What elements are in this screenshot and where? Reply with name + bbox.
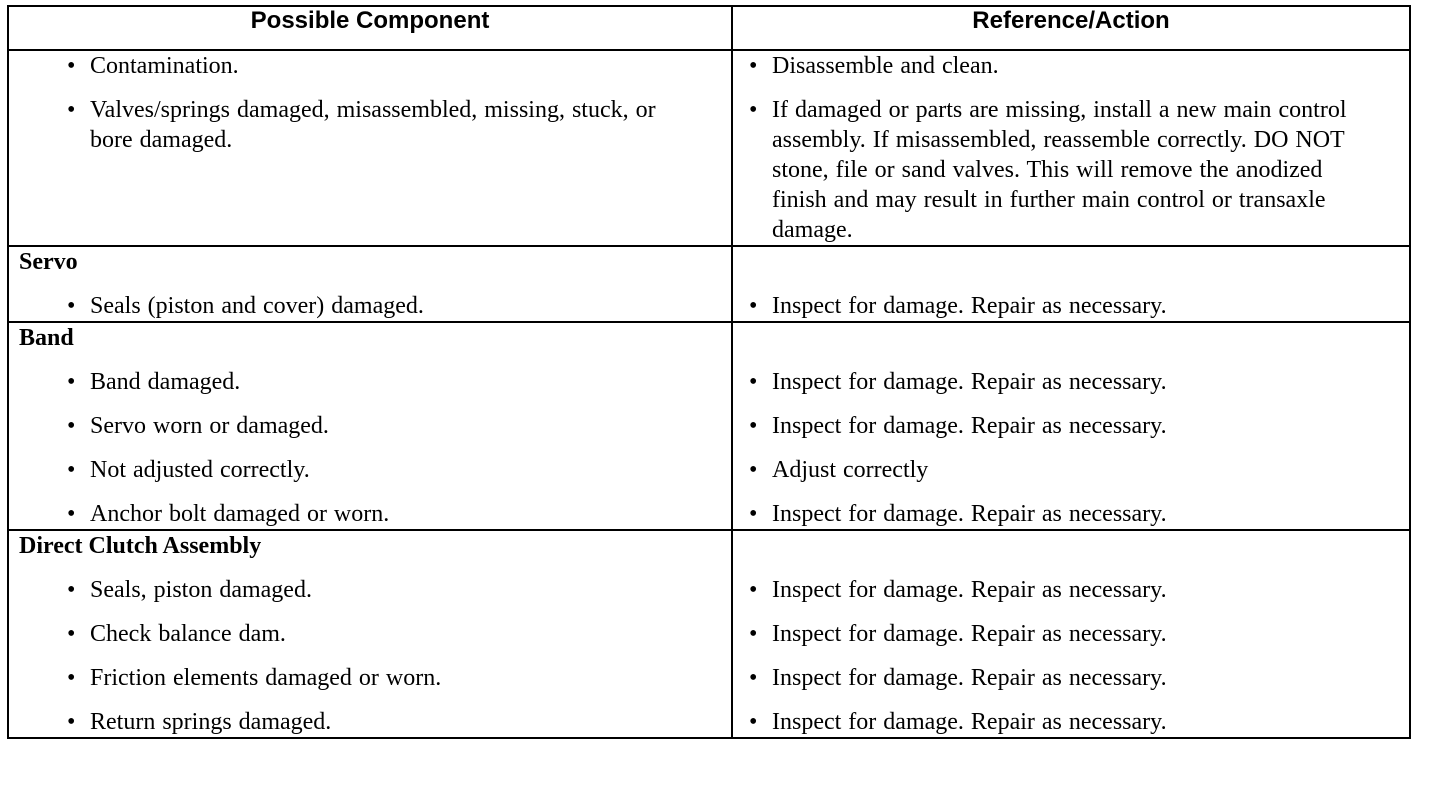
action-item: [733, 663, 1409, 693]
action-item: [733, 411, 1409, 441]
component-item: [9, 411, 731, 441]
action-item: [733, 95, 1409, 245]
action-text: Inspect for damage. Repair as necessary.: [772, 709, 1167, 735]
action-text: Inspect for damage. Repair as necessary.: [772, 501, 1167, 527]
action-item: [733, 367, 1409, 397]
reference-action-cell: [732, 530, 1410, 738]
component-text: Valves/springs damaged, misassembled, missing, stuck, or bore damaged.: [90, 97, 656, 153]
component-text: Friction elements damaged or worn.: [90, 665, 442, 691]
bullet-icon: •: [749, 293, 758, 319]
group-heading-spacer: [733, 531, 1409, 561]
bullet-icon: •: [749, 621, 758, 647]
possible-component-cell: [8, 246, 732, 322]
action-text: Inspect for damage. Repair as necessary.: [772, 621, 1167, 647]
component-text: Seals (piston and cover) damaged.: [90, 293, 424, 319]
action-text: Inspect for damage. Repair as necessary.: [772, 577, 1167, 603]
bullet-icon: •: [67, 577, 76, 603]
component-item: [9, 707, 731, 737]
bullet-icon: •: [67, 709, 76, 735]
bullet-icon: •: [67, 621, 76, 647]
group-heading: Band: [19, 325, 74, 351]
component-item: [9, 367, 731, 397]
table-row: [8, 322, 1410, 530]
action-item: [733, 455, 1409, 485]
possible-component-cell: [8, 50, 732, 246]
action-text: Disassemble and clean.: [772, 53, 999, 79]
header-reference-action: Reference/Action: [732, 6, 1410, 50]
action-text: Inspect for damage. Repair as necessary.: [772, 413, 1167, 439]
component-text: Seals, piston damaged.: [90, 577, 312, 603]
bullet-icon: •: [749, 369, 758, 395]
action-text: Inspect for damage. Repair as necessary.: [772, 293, 1167, 319]
bullet-icon: •: [749, 53, 758, 79]
possible-component-cell: [8, 530, 732, 738]
bullet-icon: •: [67, 369, 76, 395]
table-header-row: [8, 6, 1410, 50]
group-heading: Servo: [19, 249, 78, 275]
component-text: Contamination.: [90, 53, 239, 79]
group-heading-spacer: [733, 323, 1409, 353]
header-possible-component: Possible Component: [8, 6, 732, 50]
group-heading: Direct Clutch Assembly: [19, 533, 262, 559]
action-text: Adjust correctly: [772, 457, 929, 483]
bullet-icon: •: [67, 97, 76, 123]
component-item: [9, 95, 731, 155]
bullet-icon: •: [749, 709, 758, 735]
action-item: [733, 619, 1409, 649]
bullet-icon: •: [749, 665, 758, 691]
component-text: Return springs damaged.: [90, 709, 332, 735]
action-text: Inspect for damage. Repair as necessary.: [772, 665, 1167, 691]
diagnosis-table: [7, 5, 1411, 739]
group-heading-spacer: [733, 247, 1409, 277]
bullet-icon: •: [67, 457, 76, 483]
table-row: [8, 530, 1410, 738]
component-item: [9, 291, 731, 321]
component-item: [9, 51, 731, 81]
component-text: Band damaged.: [90, 369, 241, 395]
action-text: Inspect for damage. Repair as necessary.: [772, 369, 1167, 395]
bullet-icon: •: [749, 577, 758, 603]
bullet-icon: •: [67, 665, 76, 691]
table-row: [8, 246, 1410, 322]
component-item: [9, 575, 731, 605]
reference-action-cell: [732, 322, 1410, 530]
bullet-icon: •: [67, 413, 76, 439]
table-body: [8, 50, 1410, 738]
action-item: [733, 575, 1409, 605]
component-item: [9, 663, 731, 693]
component-text: Servo worn or damaged.: [90, 413, 329, 439]
action-item: [733, 51, 1409, 81]
bullet-icon: •: [749, 501, 758, 527]
component-text: Anchor bolt damaged or worn.: [90, 501, 390, 527]
reference-action-cell: [732, 246, 1410, 322]
component-item: [9, 455, 731, 485]
component-item: [9, 619, 731, 649]
action-text: If damaged or parts are missing, install a new main control assembly. If misassembled, reassemble correctly. DO NOT stone, file or sand valves. This will remove the anodized finish and may result in further main control or transaxle damage.: [772, 97, 1347, 243]
bullet-icon: •: [749, 97, 758, 123]
action-item: [733, 707, 1409, 737]
reference-action-cell: [732, 50, 1410, 246]
bullet-icon: •: [749, 457, 758, 483]
component-text: Not adjusted correctly.: [90, 457, 310, 483]
bullet-icon: •: [749, 413, 758, 439]
bullet-icon: •: [67, 53, 76, 79]
component-item: [9, 499, 731, 529]
table-row: [8, 50, 1410, 246]
action-item: [733, 291, 1409, 321]
possible-component-cell: [8, 322, 732, 530]
bullet-icon: •: [67, 501, 76, 527]
bullet-icon: •: [67, 293, 76, 319]
component-text: Check balance dam.: [90, 621, 286, 647]
action-item: [733, 499, 1409, 529]
